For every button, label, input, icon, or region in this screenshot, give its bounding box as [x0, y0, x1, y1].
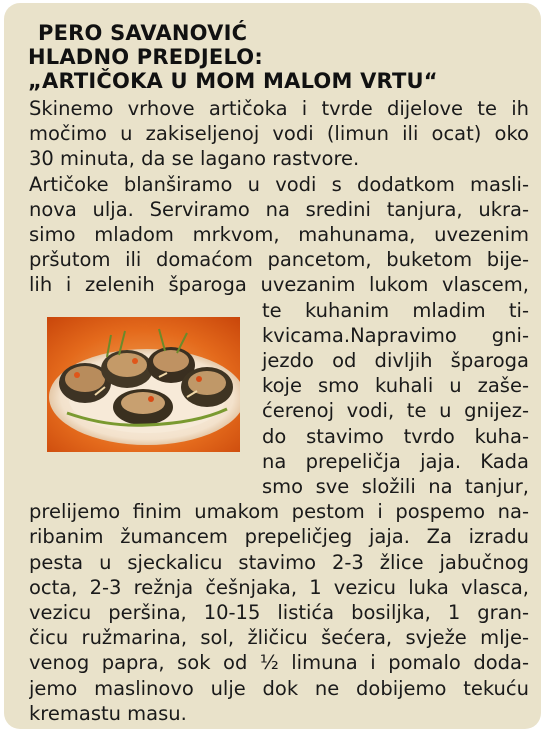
body-line: pršutom ili domaćom pancetom, buketom bije- [29, 248, 529, 272]
recipe-header [28, 21, 438, 93]
recipe-panel [4, 3, 541, 729]
body-line: octa, 2-3 režnja češnjaka, 1 vezicu luka vlasca, [29, 575, 529, 599]
body-line: Artičoke blanširamo u vodi s dodatkom masli- [29, 172, 529, 196]
body-line: na prepeličja jaja. Kada [262, 449, 529, 473]
body-line: čicu ružmarina, sol, žličicu šećera, svježe mlje- [29, 626, 529, 650]
body-line: smo sve složili na tanjur, [262, 475, 529, 499]
recipe-category: HLADNO PREDJELO: [28, 45, 263, 69]
body-line: lih i zelenih šparoga uvezanim lukom vlascem, [29, 273, 529, 297]
body-line: kvicama.Napravimo gni- [262, 323, 529, 347]
body-line: te kuhanim mladim ti- [262, 298, 529, 322]
body-line: ribanim žumancem prepeličjeg jaja. Za izradu [29, 525, 529, 549]
body-line: pesta u sjeckalicu stavimo 2-3 žlice jabučnog [29, 550, 529, 574]
body-line: nova ulja. Serviramo na sredini tanjura, ukra- [29, 197, 529, 221]
body-line: močimo u zakiseljenoj vodi (limun ili ocat) oko [29, 122, 529, 146]
author-name: PERO SAVANOVIĆ [38, 21, 248, 45]
recipe-title: „ARTIČOKA U MOM MALOM VRTU“ [28, 69, 438, 93]
body-line: kremastu masu. [29, 701, 187, 725]
body-line: vezicu peršina, 10-15 listića bosiljka, 1 gran- [29, 601, 529, 625]
recipe-body [29, 96, 529, 726]
body-line: simo mladom mrkvom, mahunama, uvezenim [29, 223, 529, 247]
body-line: Skinemo vrhove artičoka i tvrde dijelove te ih [29, 97, 529, 120]
body-line: jemo maslinovo ulje dok ne dobijemo tekuću [29, 676, 529, 700]
body-line: jezdo od divljih šparoga [262, 349, 529, 373]
body-line: do stavimo tvrdo kuha- [262, 424, 529, 448]
body-line: koje smo kuhali u zaše- [262, 374, 529, 398]
body-line: 30 minuta, da se lagano rastvore. [29, 147, 360, 171]
body-line: prelijemo finim umakom pestom i pospemo na- [29, 500, 529, 524]
body-line: venog papra, sok od ½ limuna i pomalo doda- [29, 651, 529, 675]
body-line: ćerenoj vodi, te u gnijez- [262, 399, 529, 423]
